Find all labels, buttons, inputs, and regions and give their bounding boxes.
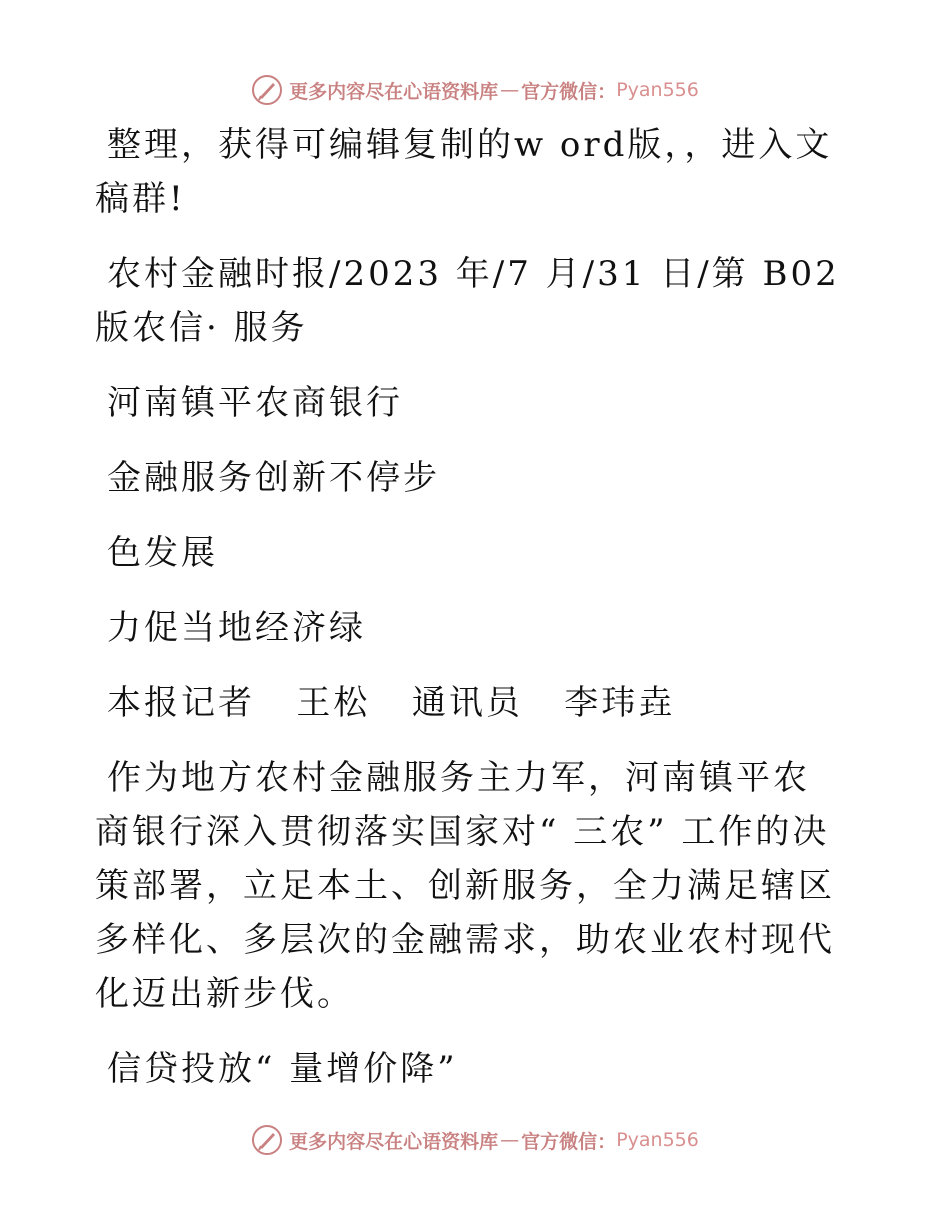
watermark-separator: — xyxy=(500,79,520,101)
page-footer-watermark xyxy=(0,1120,950,1160)
body-paragraph: 作为地方农村金融服务主力军，河南镇平农商银行深入贯彻落实国家对“ 三农” 工作的决策部署，立足本土、创新服务，全力满足辖区多样化、多层次的金融需求，助农业农村现代化迈出新步伐。 xyxy=(95,758,835,1014)
watermark-official: 官方微信： xyxy=(521,80,617,103)
watermark-separator: — xyxy=(500,1129,520,1151)
source-line: 农村金融时报/2023 年/7 月/31 日/第 B02 版农信· 服务 xyxy=(95,254,854,348)
headline-part-a: 色发展 xyxy=(107,533,218,573)
quill-logo-icon xyxy=(251,74,283,106)
watermark-id: Pyan556 xyxy=(616,79,699,101)
watermark-id: Pyan556 xyxy=(616,1129,699,1151)
headline-main: 金融服务创新不停步 xyxy=(107,458,440,498)
byline: 本报记者 王松 通讯员 李玮垚 xyxy=(107,683,676,723)
quill-logo-icon xyxy=(251,1124,283,1156)
headline-bank: 河南镇平农商银行 xyxy=(107,383,403,423)
page-header-watermark xyxy=(0,70,950,110)
headline-part-b: 力促当地经济绿 xyxy=(107,608,366,648)
intro-paragraph: 整理，获得可编辑复制的w ord版，，进入文稿群! xyxy=(95,125,833,219)
watermark-official: 官方微信： xyxy=(521,1130,617,1153)
section-heading: 信贷投放“ 量增价降” xyxy=(107,1049,458,1089)
watermark-text: 更多内容尽在心语资料库 xyxy=(289,1130,499,1153)
watermark-text: 更多内容尽在心语资料库 xyxy=(289,80,499,103)
document-body xyxy=(95,118,855,1117)
